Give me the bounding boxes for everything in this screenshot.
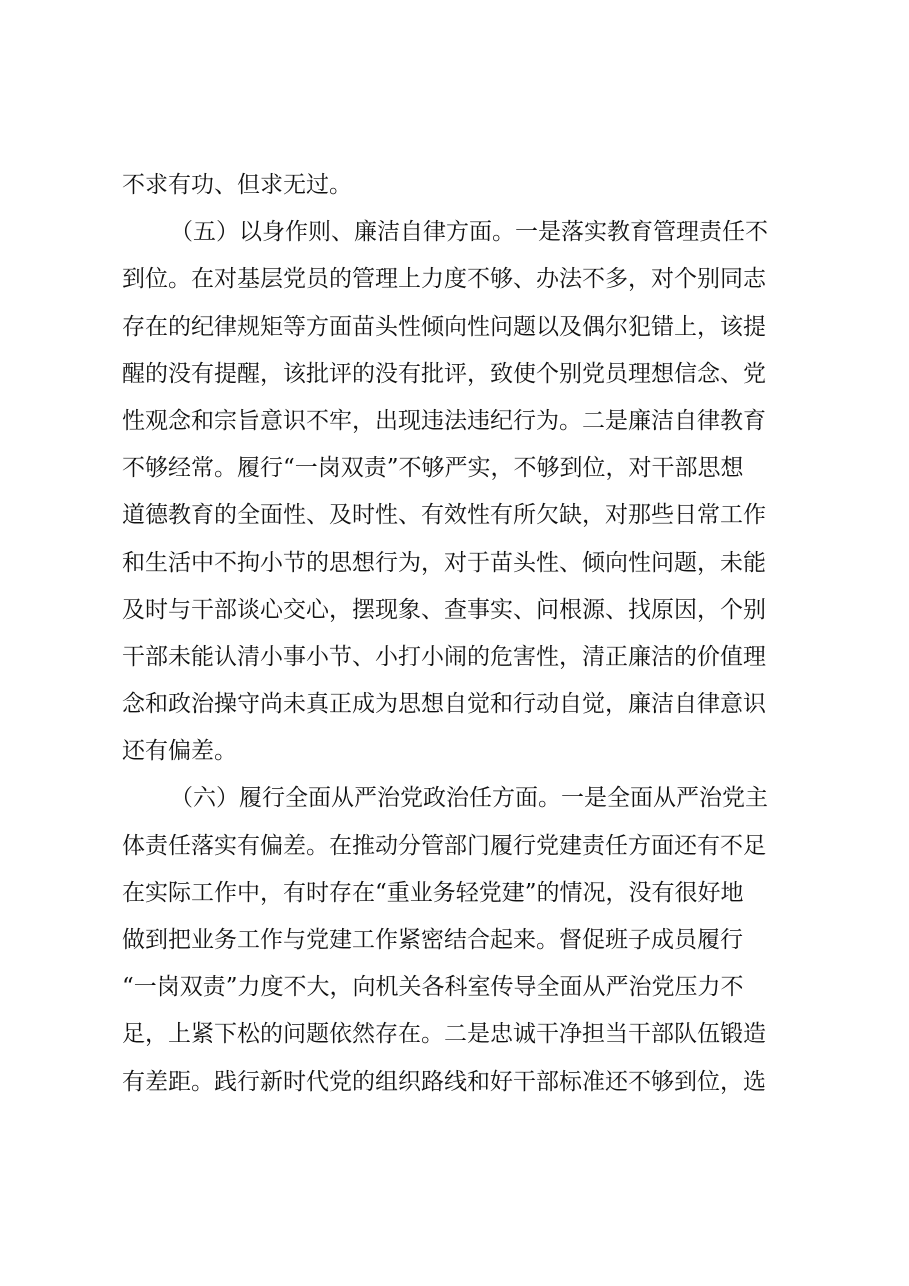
text-line: 不够经常。履行“一岗双责”不够严实，不够到位，对干部思想 bbox=[122, 455, 744, 482]
text-line: 性观念和宗旨意识不牢，出现违法违纪行为。二是廉洁自律教育 bbox=[122, 407, 766, 434]
text-line: 做到把业务工作与党建工作紧密结合起来。督促班子成员履行 bbox=[122, 927, 743, 953]
section-heading-line: （五）以身作则、廉洁自律方面。一是落实教育管理责任不 bbox=[170, 219, 768, 246]
text-line: 到位。在对基层党员的管理上力度不够、办法不多，对个别同志 bbox=[122, 266, 766, 293]
text-line: 还有偏差。 bbox=[122, 738, 237, 765]
text-line: 存在的纪律规矩等方面苗头性倾向性问题以及偶尔犯错上，该提 bbox=[122, 313, 766, 340]
text-line: 体责任落实有偏差。在推动分管部门履行党建责任方面还有不足 bbox=[122, 832, 766, 859]
text-line: 道德教育的全面性、及时性、有效性有所欠缺，对那些日常工作 bbox=[122, 502, 766, 529]
text-line: 有差距。践行新时代党的组织路线和好干部标准还不够到位，选 bbox=[122, 1068, 766, 1095]
section-heading-line: （六）履行全面从严治党政治任方面。一是全面从严治党主 bbox=[170, 785, 768, 812]
text-line: 醒的没有提醒，该批评的没有批评，致使个别党员理想信念、党 bbox=[122, 360, 766, 387]
text-line: 念和政治操守尚未真正成为思想自觉和行动自觉，廉洁自律意识 bbox=[122, 691, 766, 718]
text-line: 不求有功、但求无过。 bbox=[122, 172, 352, 198]
text-line: “一岗双责”力度不大，向机关各科室传导全面从严治党压力不 bbox=[122, 974, 744, 1001]
text-line: 在实际工作中，有时存在“重业务轻党建”的情况，没有很好地 bbox=[122, 879, 744, 906]
document-body bbox=[122, 162, 812, 1106]
text-line: 及时与干部谈心交心，摆现象、查事实、问根源、找原因，个别 bbox=[122, 596, 766, 623]
text-line: 干部未能认清小事小节、小打小闹的危害性，清正廉洁的价值理 bbox=[122, 643, 766, 670]
text-line: 足，上紧下松的问题依然存在。二是忠诚干净担当干部队伍锻造 bbox=[122, 1021, 766, 1048]
text-line: 和生活中不拘小节的思想行为，对于苗头性、倾向性问题，未能 bbox=[122, 549, 766, 576]
